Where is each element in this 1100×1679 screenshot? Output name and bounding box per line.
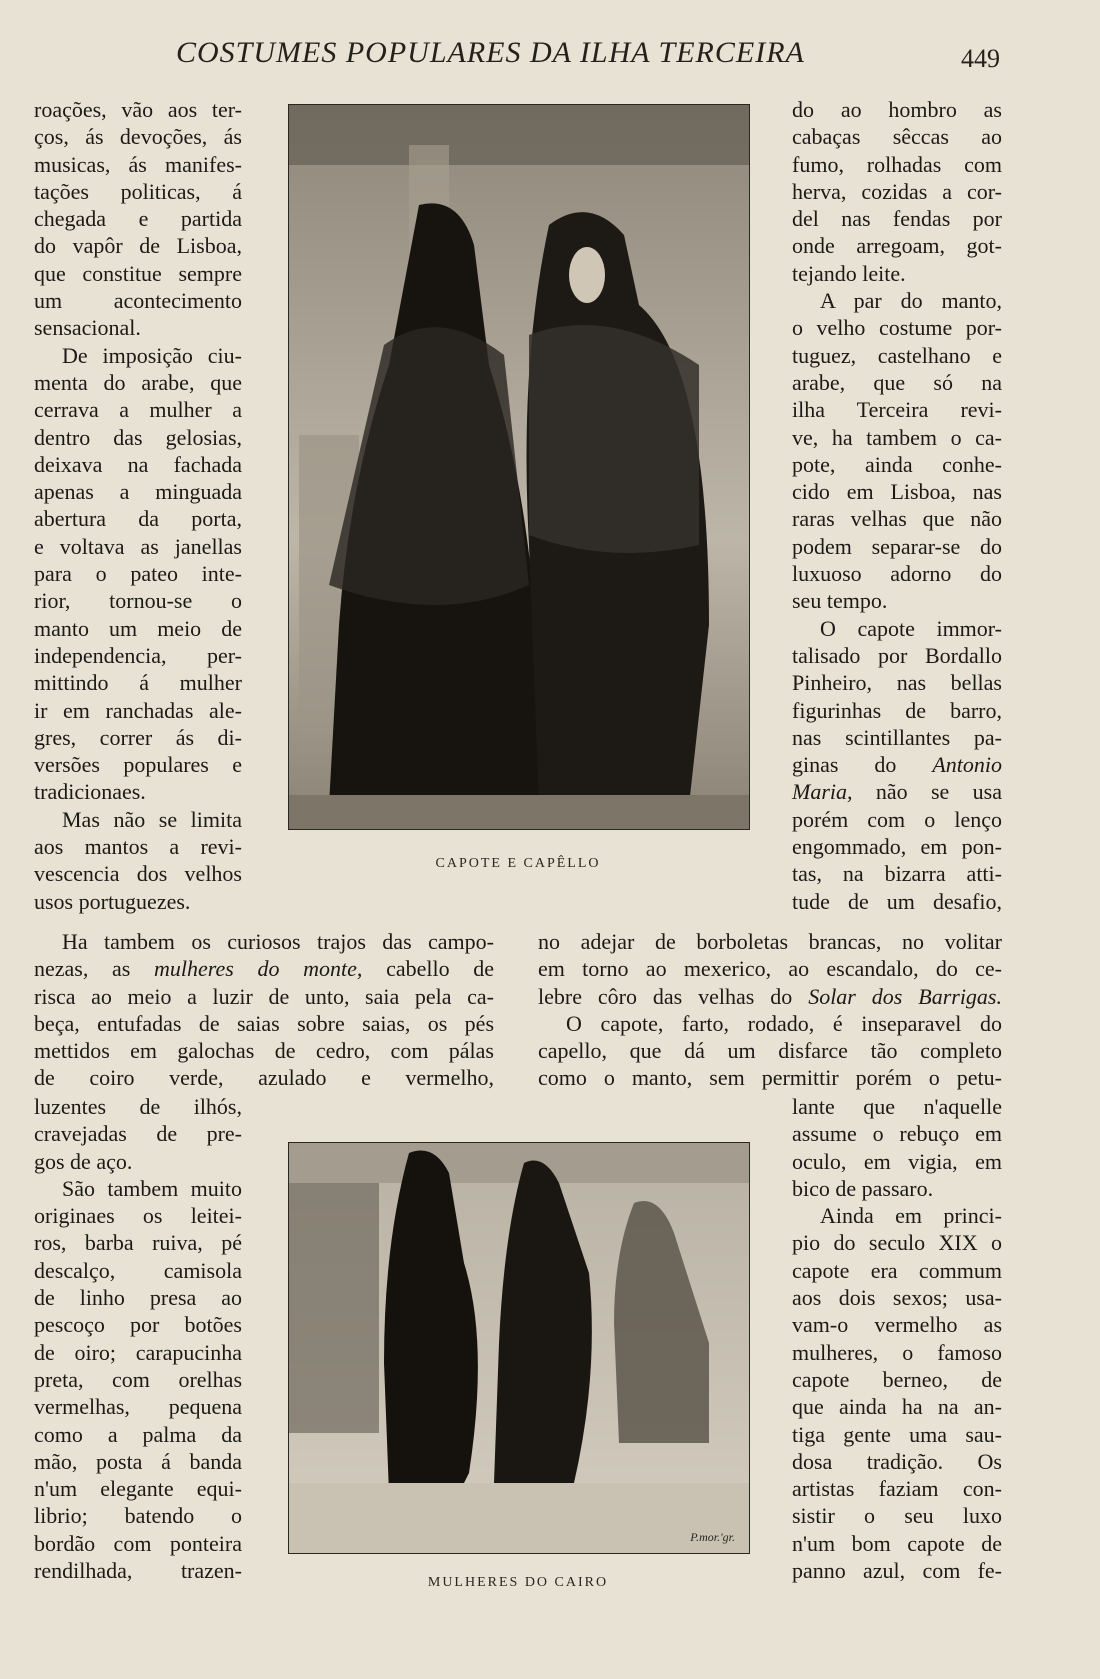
text-line: rior, tornou-se o xyxy=(34,588,242,614)
text-line: pote, ainda conhe- xyxy=(792,451,1002,477)
text-line: usos portuguezes. xyxy=(34,888,191,914)
text-line: ilha Terceira revi- xyxy=(792,397,1002,423)
text-line: seu tempo. xyxy=(792,588,888,614)
text-line: vermelhas, pequena xyxy=(34,1394,242,1420)
text-line: nezas, as mulheres do monte, cabello de xyxy=(34,956,494,982)
text-line: raras velhas que não xyxy=(792,506,1002,532)
text-line: que ainda ha na an- xyxy=(792,1394,1002,1420)
text-line: n'um bom capote de xyxy=(792,1530,1002,1556)
left-column-bottom xyxy=(34,1093,242,1584)
text-line: de coiro verde, azulado e vermelho, xyxy=(34,1065,494,1091)
text-line: e voltava as janellas xyxy=(34,533,242,559)
text-line: como o manto, sem permittir porém o petu- xyxy=(538,1065,1002,1091)
right-column-top xyxy=(792,96,1002,915)
text-line: lante que n'aquelle xyxy=(792,1094,1002,1119)
text-line: bordão com ponteira xyxy=(34,1530,242,1556)
text-line: tas, na bizarra atti- xyxy=(792,861,1002,887)
text-line: librio; batendo o xyxy=(34,1503,242,1529)
text-line: ços, ás devoções, ás xyxy=(34,124,242,150)
text-line: como a palma da xyxy=(34,1421,242,1447)
text-line: dentro das gelosias, xyxy=(34,424,242,450)
text-line: cravejadas de pre- xyxy=(34,1121,242,1147)
text-line: porém com o lenço xyxy=(792,806,1002,832)
photo-caption-bottom: MULHERES DO CAIRO xyxy=(427,1575,609,1590)
text-line: arabe, que só na xyxy=(792,369,1002,395)
text-line: O capote immor- xyxy=(820,615,1002,641)
page-number: 449 xyxy=(961,44,1000,73)
text-line: del nas fendas por xyxy=(792,206,1002,232)
wide-left-text xyxy=(34,928,494,1092)
text-line: capote berneo, de xyxy=(792,1366,1002,1392)
italic-title: Maria, xyxy=(792,779,853,805)
text-line: assume o rebuço em xyxy=(792,1121,1002,1147)
running-head xyxy=(150,36,1010,76)
text-line: vescencia dos velhos xyxy=(34,861,242,887)
text-line: menta do arabe, que xyxy=(34,369,242,395)
text-line: versões populares e xyxy=(34,752,242,778)
text-line: tações politicas, á xyxy=(34,178,242,204)
text-line: pio do seculo XIX o xyxy=(792,1230,1002,1256)
text-line: artistas faziam con- xyxy=(792,1476,1002,1502)
text-line: O capote, farto, rodado, é inseparavel do xyxy=(566,1010,1002,1036)
text-line: vam-o vermelho as xyxy=(792,1312,1002,1338)
text-line: deixava na fachada xyxy=(34,451,242,477)
text-line: bico de passaro. xyxy=(792,1175,934,1201)
text-line: mão, posta á banda xyxy=(34,1448,242,1474)
text-line: do vapôr de Lisboa, xyxy=(34,233,242,259)
text-line: manto um meio de xyxy=(34,615,242,641)
text-line: fumo, rolhadas com xyxy=(792,151,1002,177)
text-line: mettidos em galochas de cedro, com pálas xyxy=(34,1038,494,1064)
text-line: engommado, em pon- xyxy=(792,834,1002,860)
text-line: tuguez, castelhano e xyxy=(792,342,1002,368)
text-line: rendilhada, trazen- xyxy=(34,1558,242,1584)
text-line: pescoço por botões xyxy=(34,1312,242,1338)
italic-term: mulheres do monte, xyxy=(154,956,363,982)
text-line: sistir o seu luxo xyxy=(792,1503,1002,1529)
text-line: dosa tradição. Os xyxy=(792,1448,1002,1474)
text-line: herva, cozidas a cor- xyxy=(792,178,1002,204)
text-line: gres, correr ás di- xyxy=(34,724,242,750)
text-line: sensacional. xyxy=(34,315,141,341)
running-title: COSTUMES POPULARES DA ILHA TERCEIRA xyxy=(176,36,805,69)
text-line: o velho costume por- xyxy=(792,315,1002,341)
text-line: um acontecimento xyxy=(34,288,242,314)
text-line: cido em Lisboa, nas xyxy=(792,479,1002,505)
text-line: cerrava a mulher a xyxy=(34,397,242,423)
left-column-top xyxy=(34,96,242,915)
text-line: apenas a minguada xyxy=(34,479,242,505)
text-line: que constitue sempre xyxy=(34,260,242,286)
photo-capote-e-capello xyxy=(288,104,750,830)
text-line: tiga gente uma sau- xyxy=(792,1421,1002,1447)
photo-illustration xyxy=(289,105,749,829)
photo-illustration xyxy=(289,1143,749,1553)
text-line: preta, com orelhas xyxy=(34,1366,242,1392)
text-line: Maria, não se usa xyxy=(792,779,1002,805)
text-line: aos mantos a revi- xyxy=(34,834,242,860)
text-line: risca ao meio a luzir de unto, saia pela ca- xyxy=(34,983,494,1009)
text-line: mittindo á mulher xyxy=(34,670,242,696)
text-line: descalço, camisola xyxy=(34,1257,242,1283)
text-line: lebre côro das velhas do Solar dos Barrigas. xyxy=(538,983,1002,1009)
italic-title: Solar dos Barrigas. xyxy=(808,983,1002,1009)
text-line: figurinhas de barro, xyxy=(792,697,1002,723)
text-line: Ha tambem os curiosos trajos das campo- xyxy=(62,929,494,954)
text-line: tejando leite. xyxy=(792,260,906,286)
text-line: oculo, em vigia, em xyxy=(792,1148,1002,1174)
text-line: mulheres, o famoso xyxy=(792,1339,1002,1365)
text-line: Mas não se limita xyxy=(62,806,242,832)
photo-mulheres-do-cairo xyxy=(288,1142,750,1554)
text-line: luzentes de ilhós, xyxy=(34,1094,242,1119)
text-line: gos de aço. xyxy=(34,1148,133,1174)
photo-caption-top: CAPOTE E CAPÊLLO xyxy=(435,856,601,871)
text-line: beça, entufadas de saias sobre saias, os pés xyxy=(34,1010,494,1036)
text-line: capello, que dá um disfarce tão completo xyxy=(538,1038,1002,1064)
text-line: tude de um desafio, xyxy=(792,888,1002,914)
text-line: capote era commum xyxy=(792,1257,1002,1283)
text-line: originaes os leitei- xyxy=(34,1203,242,1229)
text-line: chegada e partida xyxy=(34,206,242,232)
right-column-bottom xyxy=(792,1093,1002,1584)
text-line: onde arregoam, got- xyxy=(792,233,1002,259)
text-line: no adejar de borboletas brancas, no volitar xyxy=(538,929,1002,954)
text-line: panno azul, com fe- xyxy=(792,1558,1002,1584)
text-line: nas scintillantes pa- xyxy=(792,724,1002,750)
text-line: talisado por Bordallo xyxy=(792,642,1002,668)
wide-right-text xyxy=(538,928,1002,1092)
text-line: musicas, ás manifes- xyxy=(34,151,242,177)
text-line: São tambem muito xyxy=(62,1175,242,1201)
text-line: ve, ha tambem o ca- xyxy=(792,424,1002,450)
text-line: ir em ranchadas ale- xyxy=(34,697,242,723)
text-line: cabaças sêccas ao xyxy=(792,124,1002,150)
text-line: ros, barba ruiva, pé xyxy=(34,1230,242,1256)
text-line: n'um elegante equi- xyxy=(34,1476,242,1502)
photo-signature: P.mor.'gr. xyxy=(690,1530,735,1544)
text-line: A par do manto, xyxy=(820,288,1002,314)
text-line: podem separar-se do xyxy=(792,533,1002,559)
text-line: Ainda em princi- xyxy=(820,1203,1002,1229)
text-line: em torno ao mexerico, ao escandalo, do ce- xyxy=(538,956,1002,982)
text-line: Pinheiro, nas bellas xyxy=(792,670,1002,696)
text-line: do ao hombro as xyxy=(792,97,1002,122)
italic-title: Antonio xyxy=(932,752,1002,778)
text-line: De imposição ciu- xyxy=(62,342,242,368)
text-line: tradicionaes. xyxy=(34,779,146,805)
text-line: de oiro; carapucinha xyxy=(34,1339,242,1365)
text-line: aos dois sexos; usa- xyxy=(792,1285,1002,1311)
text-line: ginas do Antonio xyxy=(792,752,1002,778)
text-line: roações, vão aos ter- xyxy=(34,97,242,122)
text-line: para o pateo inte- xyxy=(34,561,242,587)
text-line: independencia, per- xyxy=(34,642,242,668)
text-line: luxuoso adorno do xyxy=(792,561,1002,587)
text-line: abertura da porta, xyxy=(34,506,242,532)
text-line: de linho presa ao xyxy=(34,1285,242,1311)
